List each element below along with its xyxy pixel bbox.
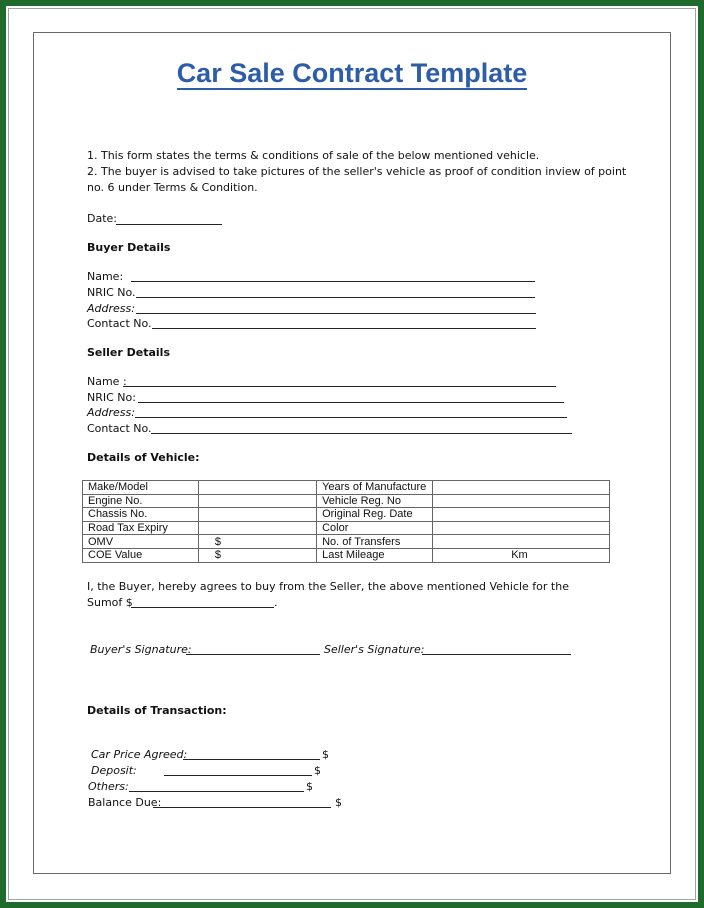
car-price-field[interactable] bbox=[183, 759, 320, 760]
buyer-signature-field[interactable] bbox=[186, 654, 320, 655]
date-label: Date: bbox=[87, 212, 117, 225]
table-cell[interactable] bbox=[198, 508, 316, 522]
intro-line-2: 2. The buyer is advised to take pictures of the seller's vehicle as proof of condition inview of point bbox=[87, 165, 627, 178]
document-title bbox=[0, 58, 704, 89]
table-cell[interactable] bbox=[433, 508, 610, 522]
table-cell: Chassis No. bbox=[83, 508, 199, 522]
transaction-heading: Details of Transaction: bbox=[87, 704, 227, 717]
table-cell: Engine No. bbox=[83, 494, 199, 508]
seller-address-field[interactable] bbox=[135, 417, 567, 418]
table-cell: Last Mileage bbox=[317, 548, 433, 562]
table-cell[interactable] bbox=[433, 521, 610, 535]
buyer-nric-label: NRIC No. bbox=[87, 286, 136, 299]
vehicle-details-heading: Details of Vehicle: bbox=[87, 451, 200, 464]
buyer-details-heading: Buyer Details bbox=[87, 241, 171, 254]
deposit-currency: $ bbox=[314, 764, 321, 777]
table-cell[interactable] bbox=[198, 521, 316, 535]
buyer-address-field[interactable] bbox=[136, 313, 536, 314]
table-row bbox=[83, 508, 610, 522]
table-cell: No. of Transfers bbox=[317, 535, 433, 549]
others-currency: $ bbox=[306, 780, 313, 793]
table-cell[interactable] bbox=[433, 481, 610, 495]
seller-contact-field[interactable] bbox=[151, 433, 572, 434]
seller-name-field[interactable] bbox=[123, 386, 556, 387]
buyer-contact-label: Contact No. bbox=[87, 317, 152, 330]
table-cell[interactable] bbox=[198, 481, 316, 495]
others-label: Others: bbox=[88, 780, 129, 793]
seller-signature-label: Seller's Signature: bbox=[324, 643, 425, 656]
table-row bbox=[83, 548, 610, 562]
seller-contact-label: Contact No. bbox=[87, 422, 152, 435]
buyer-nric-field[interactable] bbox=[136, 297, 535, 298]
agreement-line: I, the Buyer, hereby agrees to buy from the Seller, the above mentioned Vehicle for the bbox=[87, 580, 569, 593]
balance-due-label: Balance Due: bbox=[88, 796, 162, 809]
title-text: Car Sale Contract Template bbox=[176, 58, 528, 88]
sum-end: . bbox=[274, 596, 278, 609]
table-cell: COE Value bbox=[83, 548, 199, 562]
table-cell: Make/Model bbox=[83, 481, 199, 495]
seller-details-heading: Seller Details bbox=[87, 346, 170, 359]
table-cell: Years of Manufacture bbox=[317, 481, 433, 495]
table-cell: Vehicle Reg. No bbox=[317, 494, 433, 508]
intro-line-1: 1. This form states the terms & conditions of sale of the below mentioned vehicle. bbox=[87, 149, 540, 162]
vehicle-details-table bbox=[82, 480, 610, 563]
date-field[interactable] bbox=[116, 224, 222, 225]
table-row bbox=[83, 481, 610, 495]
table-row bbox=[83, 494, 610, 508]
balance-due-field[interactable] bbox=[153, 807, 331, 808]
seller-signature-field[interactable] bbox=[422, 654, 571, 655]
seller-name-label: Name : bbox=[87, 375, 127, 388]
table-cell[interactable] bbox=[433, 494, 610, 508]
table-cell[interactable]: $ bbox=[198, 548, 316, 562]
buyer-address-label: Address: bbox=[87, 302, 135, 315]
table-cell: Color bbox=[317, 521, 433, 535]
sum-label: Sumof $ bbox=[87, 596, 133, 609]
table-cell[interactable]: Km bbox=[433, 548, 610, 562]
table-cell: OMV bbox=[83, 535, 199, 549]
seller-address-label: Address: bbox=[87, 406, 135, 419]
deposit-field[interactable] bbox=[164, 775, 312, 776]
deposit-label: Deposit: bbox=[91, 764, 137, 777]
table-cell[interactable] bbox=[198, 494, 316, 508]
intro-line-3: no. 6 under Terms & Condition. bbox=[87, 181, 258, 194]
seller-nric-field[interactable] bbox=[138, 402, 564, 403]
table-cell: Road Tax Expiry bbox=[83, 521, 199, 535]
table-row bbox=[83, 521, 610, 535]
others-field[interactable] bbox=[129, 791, 304, 792]
car-price-label: Car Price Agreed: bbox=[91, 748, 188, 761]
seller-nric-label: NRIC No: bbox=[87, 391, 136, 404]
table-cell[interactable]: $ bbox=[198, 535, 316, 549]
buyer-signature-label: Buyer's Signature: bbox=[90, 643, 192, 656]
car-price-currency: $ bbox=[322, 748, 329, 761]
sum-field[interactable] bbox=[131, 607, 274, 608]
table-row bbox=[83, 535, 610, 549]
table-cell: Original Reg. Date bbox=[317, 508, 433, 522]
table-cell[interactable] bbox=[433, 535, 610, 549]
buyer-name-label: Name: bbox=[87, 270, 124, 283]
buyer-contact-field[interactable] bbox=[152, 328, 536, 329]
buyer-name-field[interactable] bbox=[131, 281, 535, 282]
balance-due-currency: $ bbox=[335, 796, 342, 809]
